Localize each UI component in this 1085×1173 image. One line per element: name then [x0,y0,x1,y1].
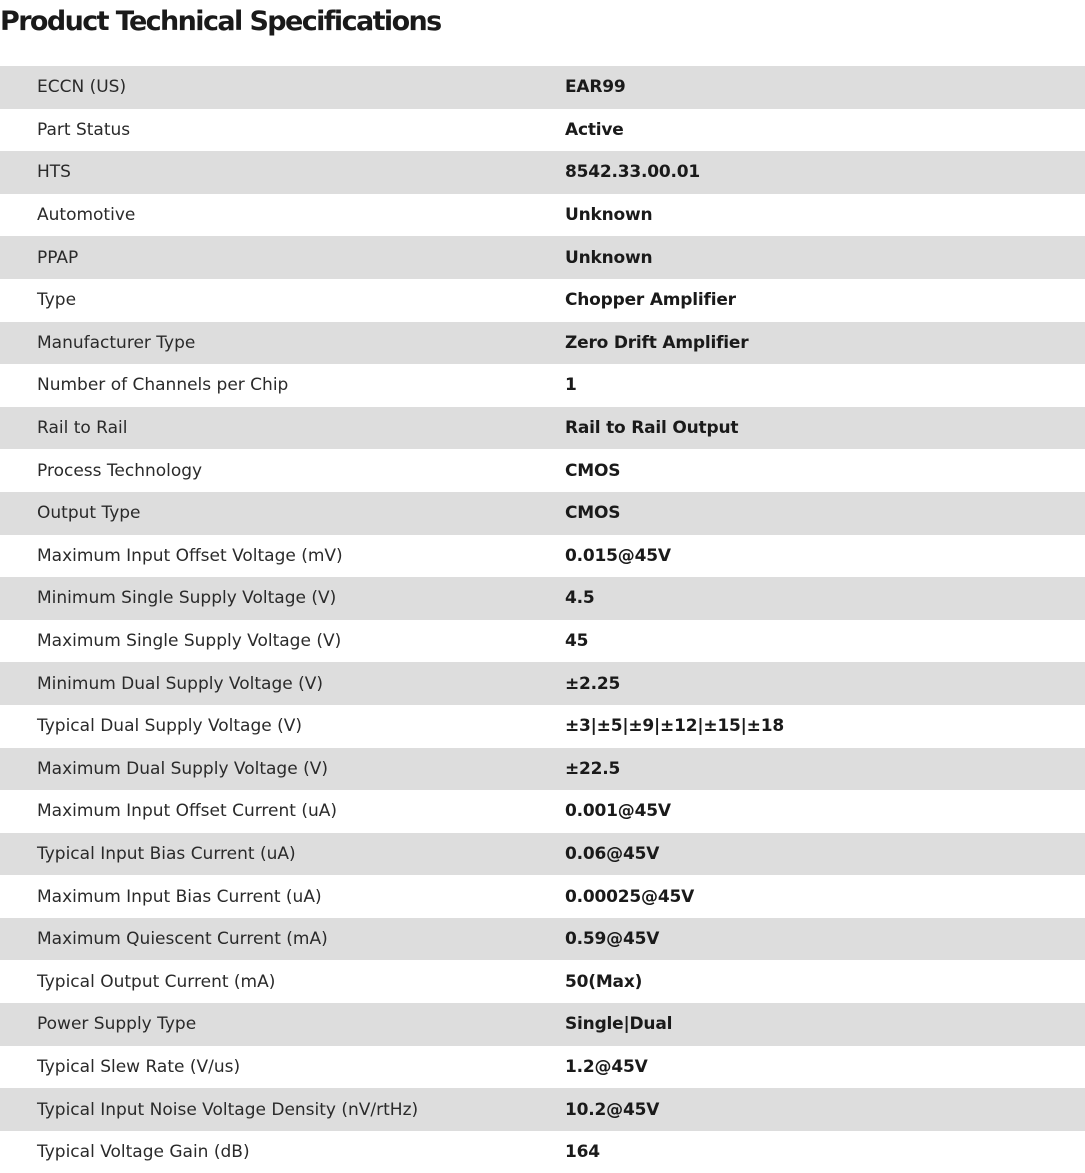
spec-name: Number of Channels per Chip [37,375,289,396]
spec-value: 1.2@45V [565,1056,648,1077]
spec-value: 164 [565,1142,600,1163]
spec-row [0,1003,1085,1046]
spec-row [0,151,1085,194]
spec-value: Rail to Rail Output [565,418,739,439]
spec-value: Unknown [565,205,653,226]
spec-value: 8542.33.00.01 [565,162,701,183]
spec-row [0,1088,1085,1131]
spec-value: Zero Drift Amplifier [565,332,749,353]
spec-name: Maximum Input Offset Current (uA) [37,801,337,822]
spec-name: Output Type [37,503,141,524]
spec-row [0,875,1085,918]
spec-value: Single|Dual [565,1014,673,1035]
spec-name: Automotive [37,205,136,226]
spec-value: ±22.5 [565,758,621,779]
spec-name: Maximum Input Offset Voltage (mV) [37,545,343,566]
spec-name: Rail to Rail [37,418,128,439]
spec-row [0,577,1085,620]
spec-value: 0.001@45V [565,801,671,822]
spec-name: Power Supply Type [37,1014,197,1035]
spec-value: Chopper Amplifier [565,290,736,311]
spec-row [0,918,1085,961]
spec-row [0,833,1085,876]
spec-row [0,662,1085,705]
spec-row [0,535,1085,578]
spec-row [0,236,1085,279]
spec-value: ±3|±5|±9|±12|±15|±18 [565,716,784,737]
spec-value: EAR99 [565,77,626,98]
spec-value: 0.06@45V [565,843,660,864]
spec-name: Typical Input Bias Current (uA) [37,843,296,864]
spec-value: CMOS [565,503,621,524]
spec-name: Maximum Dual Supply Voltage (V) [37,758,328,779]
spec-row [0,407,1085,450]
spec-table [0,66,1085,1173]
spec-value: Unknown [565,247,653,268]
spec-row [0,748,1085,791]
spec-name: HTS [37,162,71,183]
spec-value: ±2.25 [565,673,621,694]
spec-name: Manufacturer Type [37,332,196,353]
spec-row [0,620,1085,663]
spec-row [0,109,1085,152]
spec-value: 45 [565,631,589,652]
spec-name: Typical Voltage Gain (dB) [37,1142,250,1163]
spec-name: Typical Dual Supply Voltage (V) [37,716,303,737]
spec-name: Typical Slew Rate (V/us) [37,1056,241,1077]
spec-name: Maximum Single Supply Voltage (V) [37,631,342,652]
spec-name: Process Technology [37,460,203,481]
spec-row [0,790,1085,833]
spec-name: Typical Output Current (mA) [37,971,276,992]
spec-row [0,322,1085,365]
page-title: Product Technical Specifications [0,6,441,37]
spec-name: Maximum Input Bias Current (uA) [37,886,322,907]
spec-row [0,364,1085,407]
spec-value: 0.015@45V [565,545,671,566]
spec-row [0,705,1085,748]
spec-name: Part Status [37,119,131,140]
spec-row [0,1046,1085,1089]
spec-value: 0.59@45V [565,929,660,950]
spec-row [0,1131,1085,1173]
spec-value: 50(Max) [565,971,643,992]
spec-value: 1 [565,375,577,396]
spec-name: Maximum Quiescent Current (mA) [37,929,328,950]
spec-row [0,492,1085,535]
spec-value: 10.2@45V [565,1099,660,1120]
spec-value: 0.00025@45V [565,886,695,907]
spec-row [0,449,1085,492]
spec-name: Minimum Single Supply Voltage (V) [37,588,337,609]
spec-value: Active [565,119,624,140]
spec-name: Type [37,290,77,311]
spec-row [0,66,1085,109]
spec-row [0,279,1085,322]
spec-row [0,194,1085,237]
spec-name: Minimum Dual Supply Voltage (V) [37,673,323,694]
spec-name: PPAP [37,247,79,268]
spec-row [0,960,1085,1003]
spec-value: CMOS [565,460,621,481]
spec-name: ECCN (US) [37,77,127,98]
spec-value: 4.5 [565,588,595,609]
spec-table-body [0,66,1085,1173]
spec-name: Typical Input Noise Voltage Density (nV/rtHz) [37,1099,419,1120]
